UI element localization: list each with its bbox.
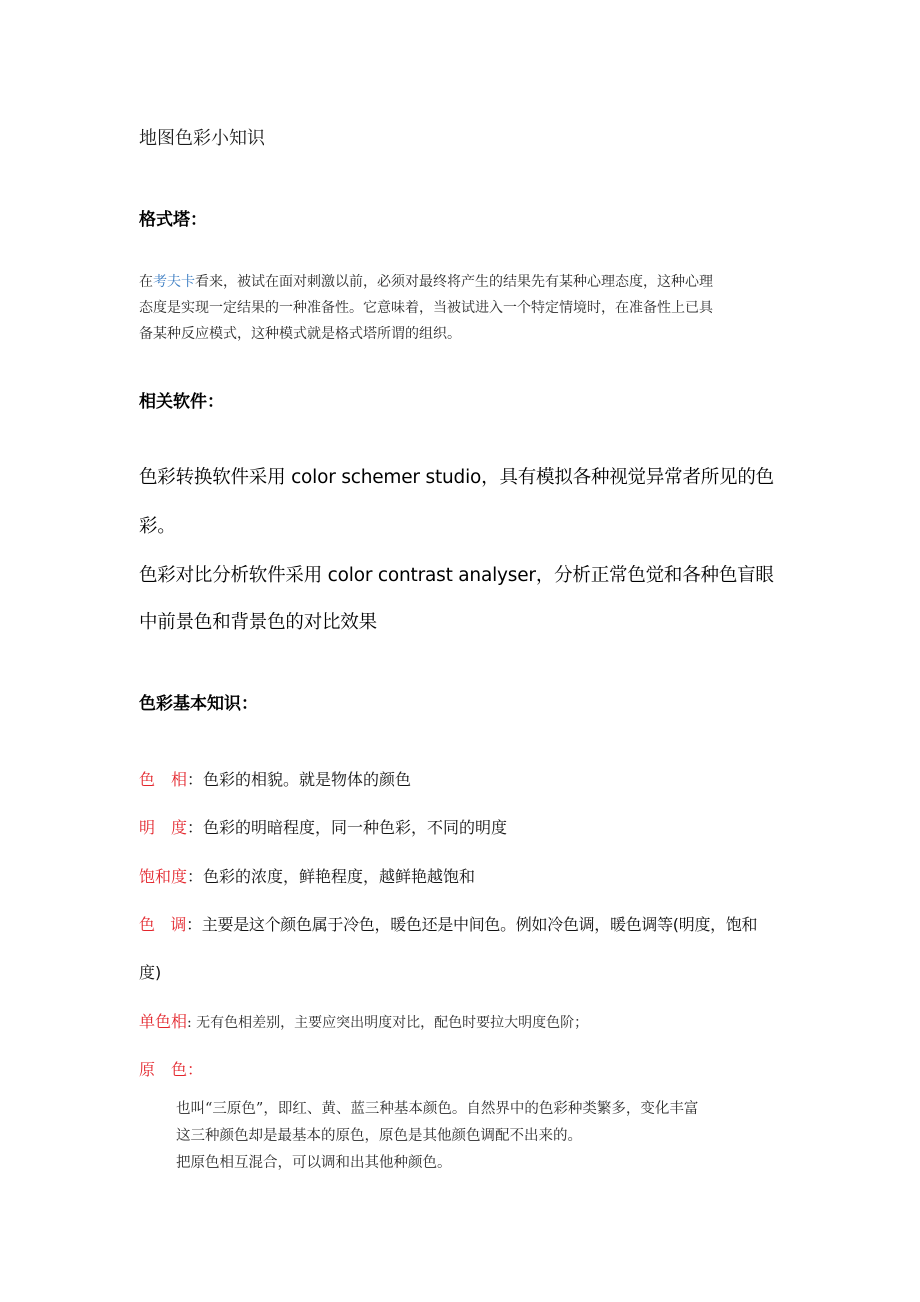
tone-term: 色 调 xyxy=(139,915,187,934)
software-heading: 相关软件： xyxy=(139,392,224,412)
brightness-item xyxy=(139,815,507,838)
primary-line-2: 这三种颜色却是最基本的原色，原色是其他颜色调配不出来的。 xyxy=(176,1128,582,1144)
mono-def: : 无有色相差别，主要应突出明度对比，配色时要拉大明度色阶； xyxy=(187,1015,589,1031)
gestalt-line-2: 态度是实现一定结果的一种准备性。它意味着，当被试进入一个特定情境时，在准备性上已具 xyxy=(139,300,713,316)
mono-item xyxy=(139,1009,588,1032)
koffka-link[interactable]: 考夫卡 xyxy=(153,274,195,290)
gestalt-paragraph xyxy=(139,269,789,347)
gestalt-prefix: 在 xyxy=(139,274,153,290)
gestalt-heading: 格式塔： xyxy=(139,210,207,230)
gestalt-line-3: 备某种反应模式，这种模式就是格式塔所谓的组织。 xyxy=(139,326,461,342)
primary-line-3: 把原色相互混合，可以调和出其他种颜色。 xyxy=(176,1155,452,1171)
saturation-def: ：色彩的浓度，鲜艳程度，越鲜艳越饱和 xyxy=(187,867,476,886)
hue-term: 色 相 xyxy=(139,770,188,789)
saturation-item xyxy=(139,864,475,887)
primary-paragraph xyxy=(176,1096,796,1177)
software-line-3: 色彩对比分析软件采用 color contrast analyser，分析正常色觉和各种色盲眼 xyxy=(139,565,774,586)
primary-term: 原 色： xyxy=(139,1060,204,1079)
tone-item xyxy=(139,912,757,935)
page-title: 地图色彩小知识 xyxy=(139,128,265,149)
basics-heading: 色彩基本知识： xyxy=(139,694,258,714)
brightness-term: 明 度 xyxy=(139,818,188,837)
primary-line-1: 也叫“三原色”，即红、黄、蓝三种基本颜色。自然界中的色彩种类繁多，变化丰富 xyxy=(176,1101,699,1117)
gestalt-line-1 xyxy=(139,269,789,295)
brightness-def: ：色彩的明暗程度，同一种色彩，不同的明度 xyxy=(187,818,508,837)
software-line-1: 色彩转换软件采用 color schemer studio，具有模拟各种视觉异常者所见的色 xyxy=(139,467,774,488)
mono-term: 单色相 xyxy=(139,1012,188,1031)
software-line-2: 彩。 xyxy=(139,516,176,537)
software-line-4: 中前景色和背景色的对比效果 xyxy=(139,612,377,633)
tone-def-continued: 度) xyxy=(139,963,162,982)
tone-def: ：主要是这个颜色属于冷色，暖色还是中间色。例如冷色调，暖色调等(明度，饱和 xyxy=(186,915,758,934)
hue-item xyxy=(139,767,411,790)
gestalt-line-1-rest: 看来，被试在面对刺激以前，必须对最终将产生的结果先有某种心理态度，这种心理 xyxy=(195,274,713,290)
primary-item xyxy=(139,1057,203,1080)
saturation-term: 饱和度 xyxy=(139,867,188,886)
hue-def: ：色彩的相貌。就是物体的颜色 xyxy=(187,770,412,789)
